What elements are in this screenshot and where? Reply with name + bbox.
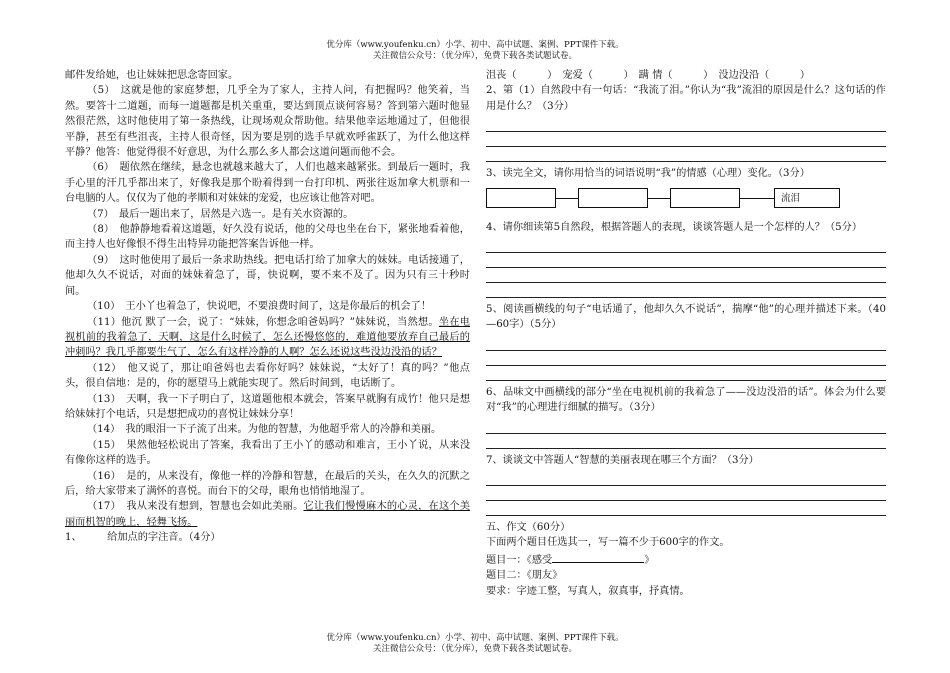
flow-connector xyxy=(648,198,670,199)
paragraph-0: 邮件发给她，也让妹妹把思念寄回家。 xyxy=(65,70,239,81)
answer-line[interactable] xyxy=(486,147,886,162)
answer-line[interactable] xyxy=(486,268,886,283)
question-1: 1、 给加点的字注音。（4分） xyxy=(65,532,221,544)
underlined-passage-17: 它让我们慢慢麻木的心灵，在这个美丽而机智的晚上，轻舞飞扬。 xyxy=(65,501,470,528)
question-5: 5、阅读画横线的句子“电话通了，他却久久不说话”，揣摩“他”的心理并描述下来。（40—60字）（5分） xyxy=(486,304,886,331)
flow-box-1[interactable] xyxy=(486,188,556,208)
answer-line[interactable] xyxy=(486,336,886,351)
answer-line[interactable] xyxy=(486,501,886,516)
essay-topic-1-blank[interactable] xyxy=(552,551,644,563)
section-5-title: 五、作文（60分） xyxy=(486,522,571,534)
answer-line[interactable] xyxy=(486,117,886,132)
question-7: 7、谈谈文中答题人“智慧的美丽表现在哪三个方面？（3分） xyxy=(486,454,759,466)
question-6: 6、品味文中画横线的部分“坐在电视机前的我着急了——没边没沿的话”。体会为什么要对“我”的心理进行细腻的描写。（3分） xyxy=(486,386,886,414)
flow-connector xyxy=(740,198,774,199)
underlined-passage-11: 坐在电视机前的我着急了，天啊，这是什么时候了，怎么还慢悠悠的，难道他要放弃自己最后的冲刺吗？我几乎都要生气了，怎么有这样冷静的人啊？怎么还说这些没边没沿的话？ xyxy=(65,316,470,359)
paragraph-9: （9） 这时他使用了最后一条求助热线。把电话打给了加拿大的妹妹。电话接通了，他却久久不说话，对面的妹妹着急了，哥，快说啊，要不来不及了。因为只有三十秒时间。 xyxy=(65,254,470,297)
question-3: 3、读完全文，请你用恰当的词语说明“我”的情感（心理）变化。（3分） xyxy=(486,168,810,180)
paragraph-12: （12） 他又说了，那让咱爸妈也去看你好吗？妹妹说，“太好了！真的吗？”他点头，很自信地：是的，你的愿望马上就能实现了。然后时间到，电话断了。 xyxy=(65,362,470,390)
question-2: 2、第（1）自然段中有一句话：“我流了泪。”你认为“我”流泪的原因是什么？这句话的作用是什么？（3分） xyxy=(486,85,886,112)
answer-lines-6 xyxy=(486,419,886,449)
answer-lines-4 xyxy=(486,238,886,298)
paragraph-11 xyxy=(65,315,470,361)
paragraph-13: （13） 天啊，我一下子明白了，这道题他根本就会，答案早就胸有成竹！他只是想给妹妹打个电话，只是想把成功的喜悦让妹妹分享！ xyxy=(65,393,470,420)
right-column xyxy=(486,68,886,599)
answer-line[interactable] xyxy=(486,283,886,298)
paragraph-16: （16） 是的，从来没有，像他一样的冷静和智慧，在最后的关头，在久久的沉默之后，给大家带来了满怀的喜悦。而台下的父母，眼角也悄悄地湿了。 xyxy=(65,470,470,497)
essay-topic-1-prefix: 题目一：《感受 xyxy=(486,554,553,566)
section-5-intro: 下面两个题目任选其一，写一篇不少于600字的作文。 xyxy=(486,537,730,549)
answer-lines-7 xyxy=(486,471,886,516)
answer-line[interactable] xyxy=(486,253,886,268)
answer-lines-5 xyxy=(486,336,886,381)
left-column xyxy=(65,68,470,546)
emotion-flow-chart xyxy=(486,188,886,212)
paragraph-6: （6） 题依然在继续，悬念也就越来越大了，人们也越来越紧张。到最后一题时，我手心里的汗几乎都出来了，好像我是那个盼着得到一台打印机、两张往返加拿大机票和一台电脑的人。仅仅为了他的孝顺和对妹妹的宠爱，也应该让他答对吧。 xyxy=(65,162,470,205)
flow-box-2[interactable] xyxy=(578,188,648,208)
flow-box-end: 流泪 xyxy=(774,188,840,208)
answer-line[interactable] xyxy=(486,366,886,381)
paragraph-14: （14） 我的眼泪一下子流了出来。为他的智慧，为他超乎常人的冷静和美丽。 xyxy=(87,424,442,436)
essay-topic-1-suffix: 》 xyxy=(644,554,655,566)
paragraph-15: （15） 果然他轻松说出了答案，我看出了王小丫的感动和难言，王小丫说，从来没有像你这样的选手。 xyxy=(65,439,470,467)
essay-topic-1 xyxy=(486,551,886,568)
answer-line[interactable] xyxy=(486,434,886,449)
flow-box-3[interactable] xyxy=(670,188,740,208)
paragraph-17-text: （17） 我从来没有想到，智慧也会如此美丽。 xyxy=(87,501,304,513)
paragraph-11-text: （11）他沉 默了一会，说了：“妹妹，你想念咱爸妈吗？”妹妹说，当然想。 xyxy=(87,316,439,328)
paragraph-5: （5） 这就是他的家庭梦想，几乎全为了家人，主持人问，有把握吗？他笑着，当然。要答十二道题，而每一道题都是机关重重，要达到顶点谈何容易？答到第六题时他显然很茫然，这时他使用了第一条热线，让现场观众帮助他。结果他幸运地通过了，但他很平静，甚至有些沮丧，主持人很奇怪，因为要是别的选手早就欢呼雀跃了，为什么他这样平静？他答：他觉得很不好意思，为什么那么多人都会这道问题而他不会。 xyxy=(65,85,470,159)
answer-line[interactable] xyxy=(486,238,886,253)
answer-line[interactable] xyxy=(486,471,886,486)
answer-line[interactable] xyxy=(486,486,886,501)
header-line-1: 优分库（www.youfenku.cn）小学、初中、高中试题、案例、PPT课件下载。 xyxy=(326,40,624,50)
header-line-2: 关注微信公众号：（优分库），免费下载各类试题试卷。 xyxy=(372,51,577,61)
page-footer xyxy=(0,633,950,655)
page-header xyxy=(0,40,950,62)
question-4: 4、请你细读第5自然段，根据答题人的表现，谈谈答题人是一个怎样的人？（5分） xyxy=(486,221,863,233)
answer-line[interactable] xyxy=(486,351,886,366)
answer-lines-2 xyxy=(486,117,886,162)
paragraph-10: （10） 王小丫也着急了，快说吧，不要浪费时间了，这是你最后的机会了！ xyxy=(87,301,432,313)
answer-line[interactable] xyxy=(486,132,886,147)
essay-requirements: 要求：字迹工整，写真人，叙真事，抒真情。 xyxy=(486,585,690,597)
flow-connector xyxy=(556,198,578,199)
essay-topic-2: 题目二：《朋友》 xyxy=(486,570,563,582)
paragraph-8: （8） 他静静地看着这道题，好久没有说话，他的父母也坐在台下，紧张地看着他，而主持人也好像恨不得生出特异功能把答案告诉他一样。 xyxy=(65,224,470,251)
paragraph-7: （7） 最后一题出来了，居然是六选一。是有关水资源的。 xyxy=(87,208,354,220)
answer-line[interactable] xyxy=(486,419,886,434)
footer-line-1: 优分库（www.youfenku.cn）小学、初中、高中试题、案例、PPT课件下载。 xyxy=(326,633,624,643)
paragraph-17 xyxy=(65,499,470,530)
footer-line-2: 关注微信公众号：（优分库），免费下载各类试题试卷。 xyxy=(372,644,577,654)
question-1-items: 沮丧（ ） 宠爱（ ） 蹒 情（ ） 没边没沿（ ） xyxy=(486,70,811,81)
